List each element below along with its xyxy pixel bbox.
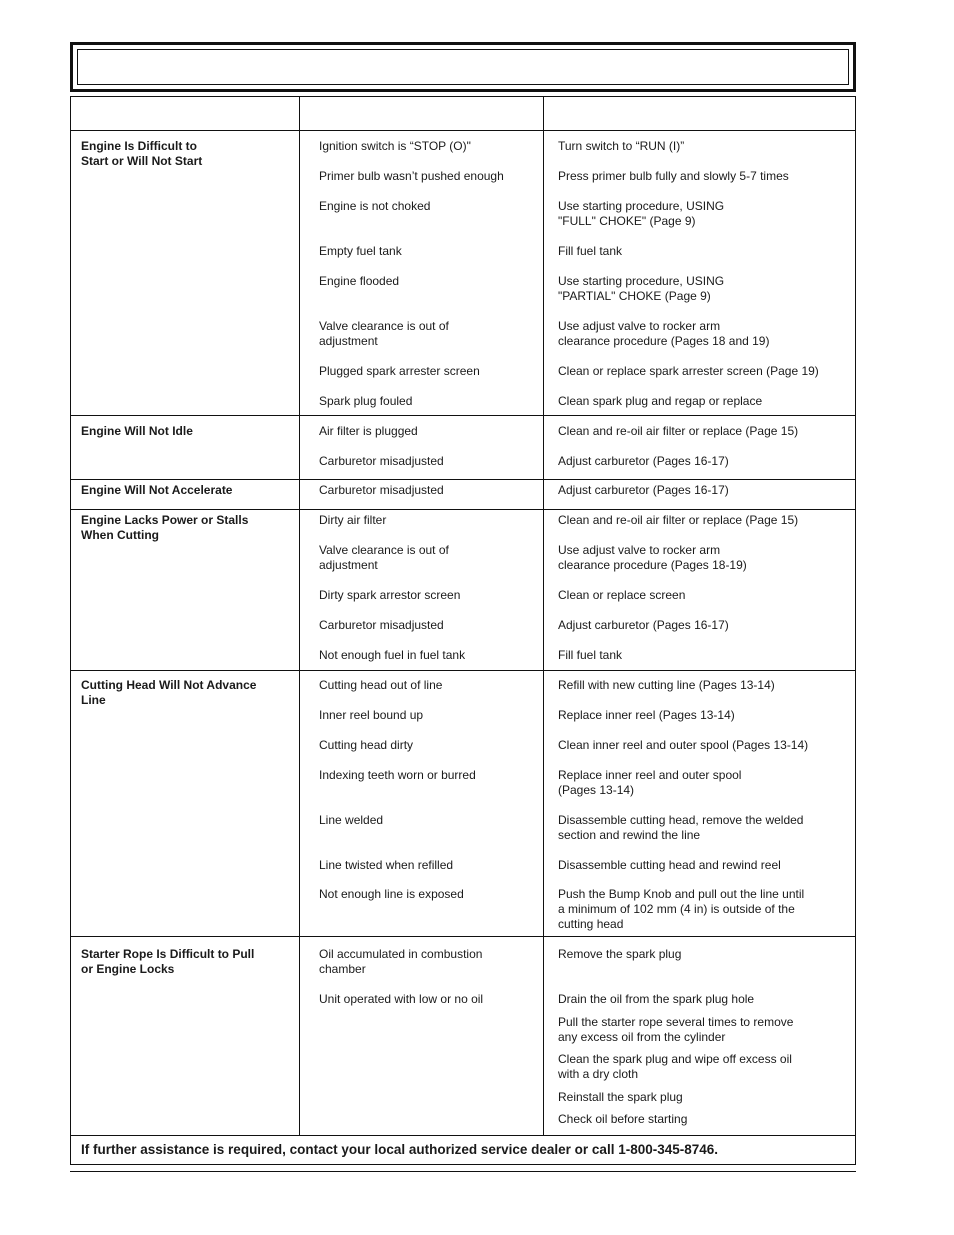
cause-cell: Dirty spark arrestor screen bbox=[319, 588, 461, 602]
cause-cell: Engine is not choked bbox=[319, 199, 431, 213]
remedy-cell: Pull the starter rope several times to remove any excess oil from the cylinder bbox=[558, 1015, 794, 1044]
title-box-inner bbox=[77, 49, 849, 85]
remedy-cell: Fill fuel tank bbox=[558, 648, 623, 662]
remedy-cell: Adjust carburetor (Pages 16-17) bbox=[558, 454, 729, 468]
remedy-cell: Disassemble cutting head and rewind reel bbox=[558, 858, 781, 872]
section-rule bbox=[71, 936, 855, 937]
remedy-cell: Refill with new cutting line (Pages 13-14) bbox=[558, 678, 775, 692]
remedy-cell: Use adjust valve to rocker arm clearance procedure (Pages 18 and 19) bbox=[558, 319, 770, 348]
problem-label: Engine Will Not Idle bbox=[81, 424, 193, 438]
problem-label: Engine Will Not Accelerate bbox=[81, 483, 233, 497]
cause-cell: Carburetor misadjusted bbox=[319, 483, 444, 497]
cause-cell: Ignition switch is “STOP (O)" bbox=[319, 139, 471, 153]
problem-label: Starter Rope Is Difficult to Pull or Engine Locks bbox=[81, 947, 255, 976]
section-rule bbox=[71, 479, 855, 480]
remedy-cell: Clean and re-oil air filter or replace (Page 15) bbox=[558, 424, 799, 438]
remedy-cell: Turn switch to “RUN (I)” bbox=[558, 139, 685, 153]
remedy-cell: Clean spark plug and regap or replace bbox=[558, 394, 763, 408]
cause-cell: Oil accumulated in combustion chamber bbox=[319, 947, 483, 976]
cause-cell: Empty fuel tank bbox=[319, 244, 402, 258]
column-divider bbox=[299, 97, 300, 1135]
section-rule bbox=[71, 509, 855, 510]
remedy-cell: Fill fuel tank bbox=[558, 244, 623, 258]
remedy-cell: Clean the spark plug and wipe off excess oil with a dry cloth bbox=[558, 1052, 792, 1081]
assistance-note: If further assistance is required, contact your local authorized service dealer or call 1-800-345-8746. bbox=[81, 1142, 719, 1157]
remedy-cell: Replace inner reel and outer spool (Pages 13-14) bbox=[558, 768, 742, 797]
cause-cell: Indexing teeth worn or burred bbox=[319, 768, 476, 782]
remedy-cell: Clean inner reel and outer spool (Pages 13-14) bbox=[558, 738, 809, 752]
cause-cell: Dirty air filter bbox=[319, 513, 387, 527]
remedy-cell: Clean or replace spark arrester screen (Page 19) bbox=[558, 364, 819, 378]
remedy-cell: Use starting procedure, USING "PARTIAL" CHOKE (Page 9) bbox=[558, 274, 725, 303]
cause-cell: Inner reel bound up bbox=[319, 708, 424, 722]
section-rule bbox=[71, 1135, 855, 1136]
header-rule bbox=[71, 130, 855, 131]
remedy-cell: Disassemble cutting head, remove the welded section and rewind the line bbox=[558, 813, 804, 842]
title-box bbox=[70, 42, 856, 92]
cause-cell: Carburetor misadjusted bbox=[319, 618, 444, 632]
section-rule bbox=[71, 670, 855, 671]
remedy-cell: Clean and re-oil air filter or replace (Page 15) bbox=[558, 513, 799, 527]
problem-label: Cutting Head Will Not Advance Line bbox=[81, 678, 257, 707]
cause-cell: Unit operated with low or no oil bbox=[319, 992, 484, 1006]
bottom-rule bbox=[70, 1171, 856, 1172]
cause-cell: Valve clearance is out of adjustment bbox=[319, 543, 449, 572]
cause-cell: Line twisted when refilled bbox=[319, 858, 454, 872]
section-rule bbox=[71, 415, 855, 416]
remedy-cell: Use starting procedure, USING "FULL" CHOKE" (Page 9) bbox=[558, 199, 725, 228]
cause-cell: Spark plug fouled bbox=[319, 394, 413, 408]
problem-label: Engine Is Difficult to Start or Will Not Start bbox=[81, 139, 203, 168]
remedy-cell: Replace inner reel (Pages 13-14) bbox=[558, 708, 735, 722]
cause-cell: Primer bulb wasn’t pushed enough bbox=[319, 169, 504, 183]
cause-cell: Carburetor misadjusted bbox=[319, 454, 444, 468]
cause-cell: Valve clearance is out of adjustment bbox=[319, 319, 449, 348]
remedy-cell: Push the Bump Knob and pull out the line until a minimum of 102 mm (4 in) is outside of the cutting head bbox=[558, 887, 805, 931]
cause-cell: Air filter is plugged bbox=[319, 424, 418, 438]
remedy-cell: Use adjust valve to rocker arm clearance procedure (Pages 18-19) bbox=[558, 543, 747, 572]
cause-cell: Cutting head out of line bbox=[319, 678, 443, 692]
remedy-cell: Reinstall the spark plug bbox=[558, 1090, 683, 1104]
column-divider bbox=[543, 97, 544, 1135]
remedy-cell: Drain the oil from the spark plug hole bbox=[558, 992, 755, 1006]
problem-label: Engine Lacks Power or Stalls When Cutting bbox=[81, 513, 249, 542]
remedy-cell: Adjust carburetor (Pages 16-17) bbox=[558, 483, 729, 497]
remedy-cell: Press primer bulb fully and slowly 5-7 times bbox=[558, 169, 789, 183]
remedy-cell: Clean or replace screen bbox=[558, 588, 686, 602]
remedy-cell: Check oil before starting bbox=[558, 1112, 688, 1126]
cause-cell: Line welded bbox=[319, 813, 384, 827]
cause-cell: Engine flooded bbox=[319, 274, 400, 288]
cause-cell: Plugged spark arrester screen bbox=[319, 364, 480, 378]
cause-cell: Cutting head dirty bbox=[319, 738, 414, 752]
cause-cell: Not enough fuel in fuel tank bbox=[319, 648, 466, 662]
cause-cell: Not enough line is exposed bbox=[319, 887, 464, 901]
troubleshooting-table bbox=[70, 96, 856, 1165]
remedy-cell: Remove the spark plug bbox=[558, 947, 682, 961]
remedy-cell: Adjust carburetor (Pages 16-17) bbox=[558, 618, 729, 632]
